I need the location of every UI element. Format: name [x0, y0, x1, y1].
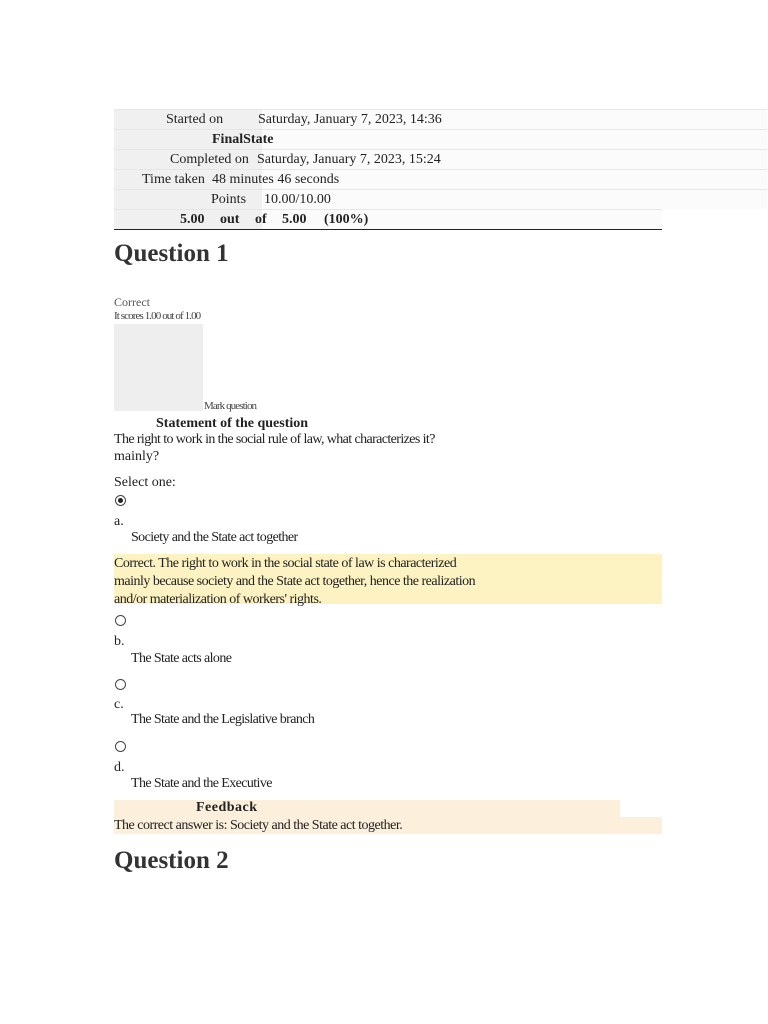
time-value: 48 minutes 46 seconds — [212, 172, 340, 187]
grade-total: 5.00 — [282, 212, 307, 227]
option-c-text[interactable]: The State and the Legislative branch — [131, 712, 315, 727]
option-a-radio[interactable] — [115, 495, 126, 506]
statement-heading: Statement of the question — [156, 416, 309, 431]
summary-row-time — [114, 169, 767, 189]
question-status: Correct — [114, 295, 150, 309]
points-value: 10.00/10.00 — [264, 192, 331, 207]
correct-feedback-line1: Correct. The right to work in the social state of law is characterized — [114, 556, 457, 571]
option-c-letter: c. — [114, 697, 124, 712]
correct-feedback-line2: mainly because society and the State act together, hence the realization — [114, 574, 476, 589]
option-b-text[interactable]: The State acts alone — [131, 651, 232, 666]
option-d-letter: d. — [114, 760, 125, 775]
question-2-title: Question 2 — [114, 847, 229, 874]
question-1-title: Question 1 — [114, 240, 229, 267]
flag-question-icon[interactable] — [114, 324, 203, 411]
started-label: Started on — [166, 112, 224, 127]
summary-row-started — [114, 109, 767, 129]
correct-feedback-line3: and/or materialization of workers' rights. — [114, 592, 322, 607]
grade-of: of — [255, 212, 267, 227]
feedback-text: The correct answer is: Society and the State act together. — [114, 817, 662, 834]
grade-score: 5.00 — [180, 212, 205, 227]
summary-row-points — [114, 189, 767, 209]
option-b-letter: b. — [114, 634, 125, 649]
completed-value: Saturday, January 7, 2023, 15:24 — [257, 152, 441, 167]
summary-row-completed — [114, 149, 767, 169]
points-label: Points — [211, 192, 247, 207]
option-b-radio[interactable] — [115, 615, 126, 626]
select-one-label: Select one: — [114, 475, 176, 490]
flag-question-label[interactable]: Mark question — [204, 400, 257, 412]
summary-row-state — [114, 129, 767, 149]
summary-row-grade — [114, 209, 662, 230]
state-value: FinalState — [212, 132, 274, 147]
correct-feedback-box — [114, 554, 662, 607]
time-label: Time taken — [142, 172, 205, 187]
option-a-text[interactable]: Society and the State act together — [131, 530, 298, 545]
grade-out: out — [220, 212, 240, 227]
option-c-radio[interactable] — [115, 679, 126, 690]
feedback-heading: Feedback — [196, 800, 258, 815]
option-a-letter: a. — [114, 514, 124, 529]
question-text-line1: The right to work in the social rule of law, what characterizes it? — [114, 432, 435, 447]
attempt-summary — [114, 109, 767, 230]
feedback-heading-bar — [114, 800, 620, 817]
question-score: It scores 1.00 out of 1.00 — [114, 310, 201, 322]
grade-percent: (100%) — [324, 212, 369, 227]
completed-label: Completed on — [170, 152, 249, 167]
question-text-line2: mainly? — [114, 449, 160, 464]
option-d-text[interactable]: The State and the Executive — [131, 776, 272, 791]
started-value: Saturday, January 7, 2023, 14:36 — [258, 112, 442, 127]
option-d-radio[interactable] — [115, 741, 126, 752]
